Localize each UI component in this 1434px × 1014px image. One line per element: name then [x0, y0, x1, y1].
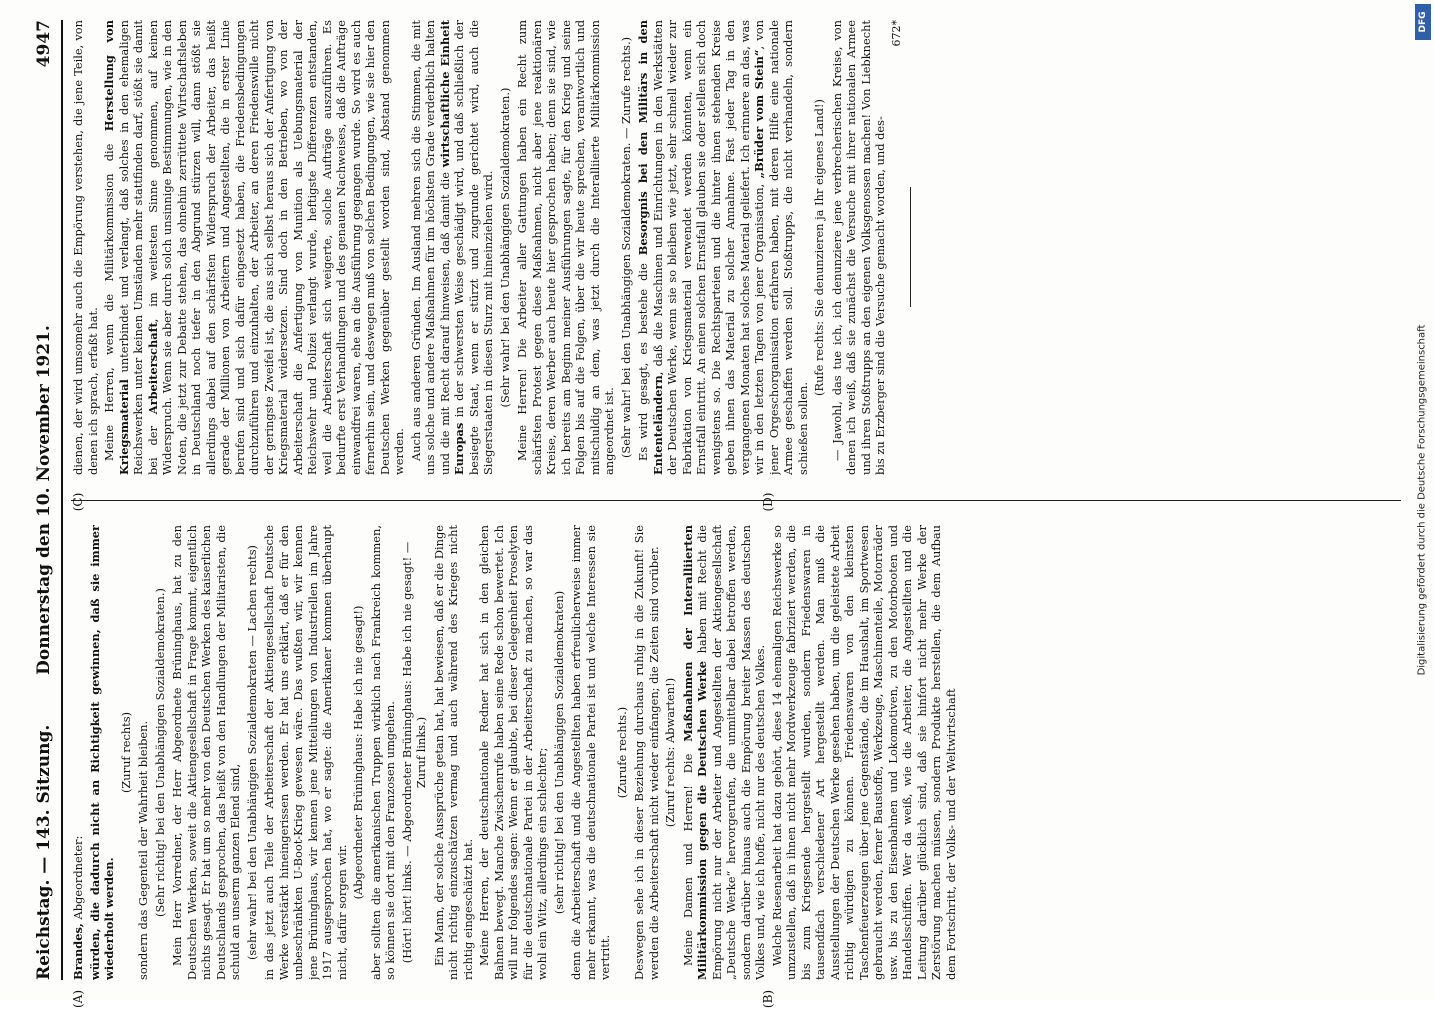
sheet-number: 672*	[889, 20, 903, 47]
paragraph-rest: , im weitesten Sinne genommen, auf keinen Widerspruch. Wenn sie aber durch solch unsinnige Bestimmungen, wie in den Noten, die jetzt zur Debatte stehen, das ohnehin zerrüttete Wirtschaftsleben in Deutschland noch tiefer in den Abgrund stürzen will, dann stößt sie allerdings dabei auf den schärfsten Widerspruch der Arbeiter, das heißt gerade der Millionen von Arbeitern und Angestellten, die in erster Linie berufen sind und sich dafür eingesetzt haben, die Friedensbedingungen durchzuführen und einzuhalten, der Arbeiter, an deren Friedenswille nicht der geringste Zweifel ist, die aus sich selbst heraus sich der Anfertigung von Kriegsmaterial widersetzen. Sind doch in den Betrieben, wo von der Arbeiterschaft die Anfertigung von Munition als Uebungsmaterial der Reichswehr und Polizei verlangt wurde, heftigste Differenzen entstanden, weil die Arbeiterschaft sich weigerte, solche Aufträge auszuführen. Es bedurfte erst Verhandlungen und des genauen Nachweises, daß die Aufträge einwandfrei waren, ehe an die Ausführung gegangen wurde. So wird es auch fernerhin sein, und deswegen muß von solchen Bedingungen, wie sie hier den Deutschen Werken gegenüber gestellt worden sind, Abstand genommen werden.	[145, 20, 406, 475]
interjection: (Zuruf rechts)	[118, 711, 133, 794]
paragraph-rest: , von jener Orgeschorganisation erfahren haben, mit deren Hilfe eine nationale Armee geschaffen werden soll. Stoßtrupps, die nicht verhandeln, sondern schießen sollen.	[752, 20, 810, 475]
header-left: Reichstag. — 143. Sitzung.	[34, 724, 54, 980]
paragraph-rest: in der schwersten Weise geschädigt wird, und daß schließlich der besiegte Staat, wenn er stürzt und zugrunde gerichtet wird, auch die Siegerstaaten in diesen Sturz mit hineinziehen wird.	[452, 20, 495, 475]
paragraph: Meine Herren! Die Arbeiter aller Gattungen haben ein Recht zum schärfsten Protest gegen diese Maßnahmen, nicht aber jene reaktionären Kreise, deren Werber auch heute hier gesprochen haben; denn sie sind, wie ich bereits am Beginn meiner Ausführungen sagte, für den Krieg und seine Folgen bis auf die Folgen, über die wir heute sprechen, verantwortlich und mitschuldig an dem, was jetzt durch die Interalliierte Militärkommission angeordnet ist.	[515, 20, 616, 475]
paragraph	[102, 20, 407, 475]
dfg-logo-text: DFG	[1418, 11, 1428, 33]
columns	[71, 20, 1401, 1009]
interjection: (Hört! hört! links. — Abgeordneter Brüninghaus: Habe ich nie gesagt! — Zuruf links.)	[399, 541, 428, 964]
paragraph: — Jawohl, das tue ich, ich denunziere jene verbrecherischen Kreise, von denen ich weiß, daß sie zunächst die Versuche mit ihrer nationalen Armee und ihren Stoßtrupps an den eigenen Volksgenossen machen! Von Liebknecht bis zu Erzberger sind die Versuche gemacht worden, und des-	[829, 20, 887, 475]
paragraph: Welche Riesenarbeit hat dazu gehört, diese 14 ehemaligen Reichswerke so umzustellen, daß in ihnen nicht mehr Mordwerkzeuge fabriziert werden, die bis zum Kriegsende hergestellt wurden, sondern Friedenswaren in tausendfach verschiedener Art hergestellt werden. Man muß die Ausstellungen der Deutschen Werke gesehen haben, um die geleistete Arbeit richtig würdigen zu können. Friedenswaren von den kleinsten Taschenfeuerzeugen über jene Gegenstände, die im Haushalt, im Sportwesen gebraucht werden, ferner Baustoffe, Werkzeuge, Maschinenteile, Motorräder usw. bis zu den Eisenbahnen und Lokomotiven, zu den Motorbooten und Handelsschiffen. Wer da weiß, wie die Arbeiter, die Angestellten und die Leitung darüber glücklich sind, daß sie hinfort nicht mehr Werke der Zerstörung machen müssen, sondern Produkte herstellen, die dem Aufbau dem Fortschritt, der Volks- und der Weltwirtschaft	[769, 525, 958, 980]
bold-phrase: Herstellung von Kriegsmaterial	[102, 20, 131, 475]
dfg-logo	[1415, 4, 1431, 40]
paragraph	[409, 20, 496, 475]
digitization-credit-text: Digitalisierung gefördert durch die Deutsche Forschungsgemeinschaft	[1416, 324, 1428, 676]
bold-phrase: Arbeiterschaft	[145, 322, 160, 415]
speaker-role: Abgeordneter:	[71, 835, 85, 920]
interjection: (Sehr wahr! bei den Unabhängigen Sozialdemokraten. — Zurufe rechts.)	[618, 36, 633, 459]
paragraph: sondern das Gegenteil der Wahrheit bleiben.	[136, 720, 150, 980]
paragraph	[636, 20, 810, 475]
paragraph: Ein Mann, der solche Aussprüche getan hat, hat bewiesen, daß er die Dinge nicht richtig einzuschätzen vermag und auch während des Krieges nicht richtig eingeschätzt hat.	[431, 525, 475, 980]
right-column	[71, 20, 1401, 475]
column-divider	[71, 500, 1401, 501]
interjection: (sehr wahr! bei den Unabhängigen Sozialdemokraten — Lachen rechts)	[244, 544, 259, 961]
interjection: (Zuruf rechts: Abwarten!)	[663, 677, 677, 828]
paragraph-lead: Auch aus anderen Gründen. Im Ausland mehren sich die Stimmen, die mit uns solche und andere Maßnahmen für im höchsten Grade verderblich halten und die mit Recht darauf hinweisen, daß damit die	[408, 20, 452, 475]
paragraph-lead: Meine Herren, wenn die Militärkommission die	[102, 143, 116, 461]
interjection: (Rufe rechts: Sie denunzieren ja Ihr eigenes Land!)	[812, 99, 826, 396]
paragraph: Mein Herr Vorredner, der Herr Abgeordnete Brüninghaus, hat zu den Deutschen Werken, soweit die Aktiengesellschaft in Frage kommt, eigentlich nichts gesagt. Er hat um so mehr von den Deutschen Werken des kaiserlichen Deutschlands gesprochen, das heißt von den Handlungen der Militaristen, die schuld an unserm ganzen Elend sind,	[170, 525, 242, 980]
paragraph	[681, 525, 768, 980]
paragraph: aber sollten die amerikanischen Truppen wirklich nach Frankreich kommen, so können sie dort mit den Franzosen umgehen.	[368, 525, 397, 980]
paragraph: Meine Herren, der deutschnationale Redner hat sich in den gleichen Bahnen bewegt. Manche Zwischenrufe haben seine Rede schon bewertet. Ich will nur folgendes sagen: Wenn er glaubte, bei dieser Gelegenheit Proselyten für die deutschnationale Partei in der Arbeiterschaft zu machen, so war das wohl ein Witz, allerdings ein schlechter;	[477, 525, 549, 980]
margin-marker-c: (C)	[71, 492, 85, 512]
interjection: (Sehr wahr! bei den Unabhängigen Sozialdemokraten.)	[497, 87, 512, 408]
closing-rule	[910, 188, 911, 308]
interjection: (Abgeordneter Brüninghaus: Habe ich nie gesagt!)	[351, 605, 365, 900]
header-page-number: 4947	[34, 20, 54, 68]
interjection: (Sehr richtig! bei den Unabhängigen Sozialdemokraten.)	[152, 588, 167, 917]
paragraph-lead: Es wird gesagt, es bestehe die	[636, 263, 650, 461]
running-head	[27, 20, 63, 980]
margin-marker-a: (A)	[71, 989, 85, 1009]
header-date: Donnerstag den 10. November 1921.	[34, 325, 54, 675]
margin-marker-d: (D)	[761, 492, 775, 512]
speaker-name: Brandes,	[71, 923, 85, 980]
paragraph-rest: haben mit Recht die Empörung nicht nur der Arbeiter und Angestellten der Aktiengesellschaft „Deutsche Werke“ hervorgerufen, die unmittelbar dabei betroffen werden, sondern darüber hinaus auch die Empörung breiter Massen des deutschen Volkes und, wie ich hoffe, nicht nur des deutschen Volkes.	[695, 525, 767, 980]
bold-phrase: „Brüder vom Stein“	[752, 49, 766, 179]
left-column	[71, 525, 1401, 980]
paragraph-lead: Meine Damen und Herren! Die	[680, 753, 695, 966]
paragraph: Deswegen sehe ich in dieser Beziehung durchaus ruhig in die Zukunft! Sie werden die Arbeiterschaft nicht wieder einfangen; die Zeiten sind vorüber.	[632, 525, 661, 980]
paragraph-rest: unterbindet und verlangt, daß solches in den ehemaligen Reichswerken unter keinen Umständen mehr stattfinden darf, stößt sie damit bei der	[116, 20, 160, 475]
interjection: (sehr richtig! bei den Unabhängigen Sozialdemokraten)	[551, 590, 566, 915]
speaker-line	[71, 525, 86, 980]
digitization-credit	[1410, 0, 1434, 1000]
margin-marker-b: (B)	[761, 989, 775, 1009]
paragraph: in das jetzt auch Teile der Arbeiterschaft der Aktiengesellschaft Deutsche Werke verstärkt hineingerissen werden. Er hat uns erklärt, daß er für den unbeschränkten U-Boot-Krieg gewesen wäre. Das wußten wir, wir kennen jene Brüninghaus, wir kennen jene Mitteilungen von Industriellen im Jahre 1917 ausgesprochen hat, wo er sagte: die Amerikaner kommen überhaupt nicht, dafür sorgen wir.	[262, 525, 349, 980]
paragraph: denn die Arbeiterschaft und die Angestellten haben erfreulicherweise immer mehr erkannt, was die deutschnationale Partei ist und welche Interessen sie vertritt.	[569, 525, 612, 980]
paragraph: dienen, der wird umsomehr auch die Empörung verstehen, die jene Teile, von denen ich sprach, erfaßt hat.	[71, 20, 100, 475]
opening-paragraph: würden, die dadurch nicht an Richtigkeit gewinnen, daß sie immer wiederholt werden.	[87, 525, 116, 980]
rotated-newspaper-page	[27, 20, 1407, 1009]
interjection: (Zurufe rechts.)	[614, 706, 629, 799]
bold-phrase: Besorgnis bei den Militärs in den Ententeländern	[636, 20, 665, 475]
bold-phrase: wirtschaftliche Einheit Europas	[437, 20, 466, 475]
bold-phrase: Maßnahmen der Interalliierten Militärkommission gegen die Deutschen Werke	[680, 525, 709, 980]
paragraph-rest: , daß die Maschinen und Einrichtungen in den Werkstätten der Deutschen Werke, wenn sie so bleiben wie jetzt, sehr schnell wieder zur Fabrikation von Kriegsmaterial verwendet werden könnten, wenn ein Ernstfall eintritt. An einen solchen Ernstfall glauben sie oder stellen sich doch wenigstens so. Die Rechtsparteien und die hinter ihnen stehenden Kreise geben ihnen das Material zu solcher Annahme. Fast jeder Tag in den vergangenen Monaten hat solches Material geliefert. Ich erinnere an das, was wir in den letzten Tagen von jener Organisation,	[650, 20, 766, 475]
